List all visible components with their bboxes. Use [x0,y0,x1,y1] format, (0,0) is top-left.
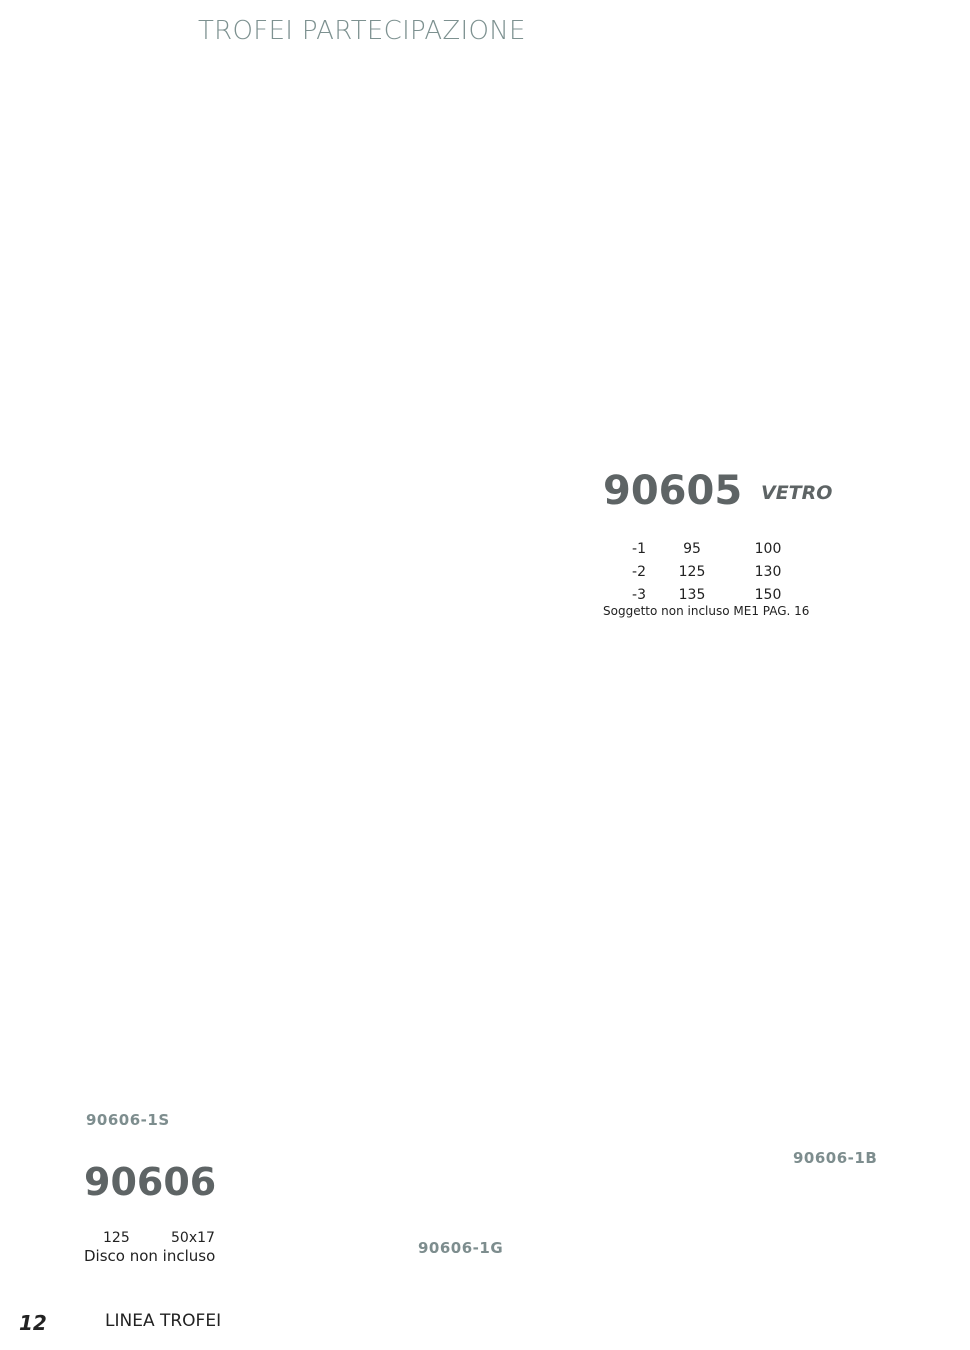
page-title: TROFEI PARTECIPAZIONE [198,16,526,46]
width-cell: 100 [754,540,782,557]
size-table [620,537,810,606]
height-cell: 125 [678,563,706,580]
height-value: 125 [103,1230,130,1246]
table-row [620,560,810,583]
variant-label-1g: 90606-1G [418,1239,504,1257]
variant-cell: -2 [632,563,646,580]
product-note-90606: Disco non incluso [84,1247,216,1265]
table-row [620,583,810,606]
variant-label-1b: 90606-1B [793,1149,878,1167]
width-cell: 130 [754,563,782,580]
width-cell: 150 [754,586,782,603]
height-cell: 135 [678,586,706,603]
footer-label: LINEA TROFEI [105,1311,222,1331]
variant-label-1s: 90606-1S [86,1111,170,1129]
table-row [620,537,810,560]
material-label: VETRO [761,482,833,504]
variant-cell: -3 [632,586,646,603]
disc-size-value: 50x17 [171,1230,215,1246]
variant-cell: -1 [632,540,646,557]
product-code-90606: 90606 [84,1160,217,1204]
height-cell: 95 [683,540,701,557]
page-number: 12 [19,1311,47,1335]
product-note-90605: Soggetto non incluso ME1 PAG. 16 [603,604,810,618]
product-code-90605: 90605 [603,468,743,514]
